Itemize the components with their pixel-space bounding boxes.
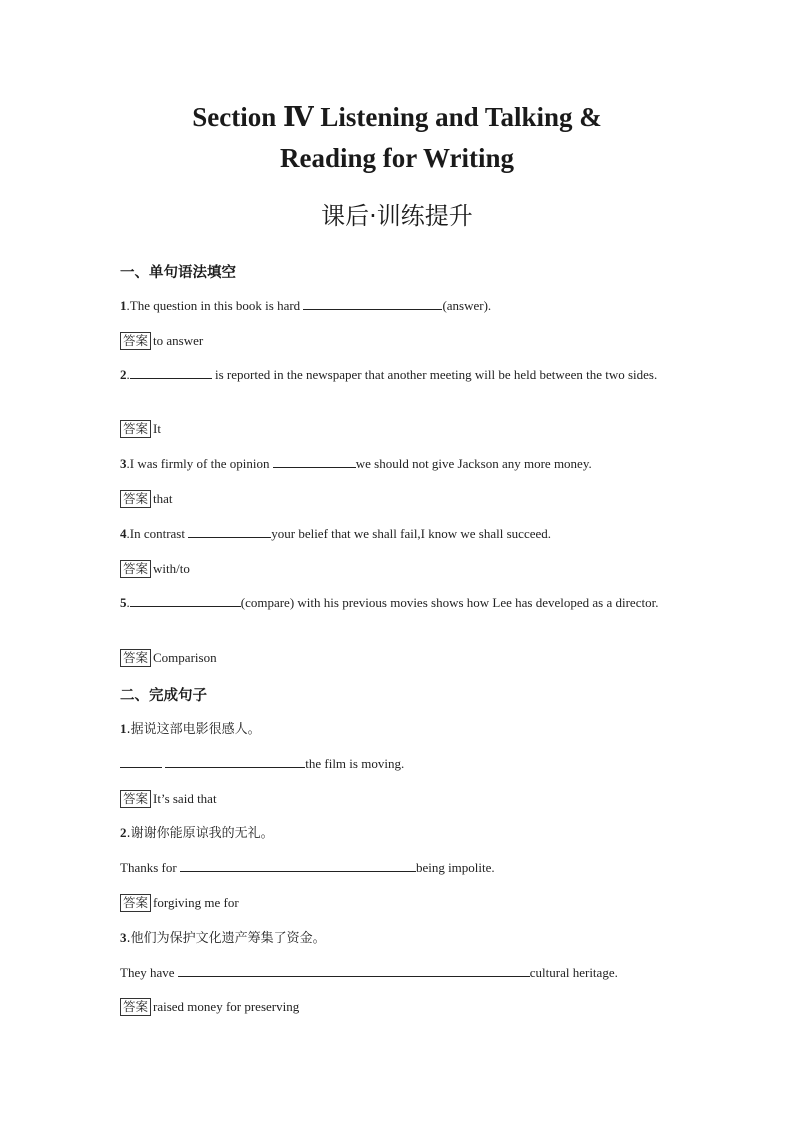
answer-1-3	[120, 489, 173, 508]
question-2-1	[120, 754, 665, 773]
question-1-3	[120, 454, 665, 473]
question-number: 3	[120, 456, 127, 471]
question-2-3	[120, 963, 665, 982]
answer-text: forgiving me for	[153, 895, 239, 910]
answer-blank[interactable]	[165, 754, 305, 768]
question-text: is reported in the newspaper that another meeting will be held between the two sides.	[211, 367, 658, 382]
question-number: 3	[120, 930, 127, 945]
subtitle: 课后·训练提升	[321, 202, 473, 230]
question-text: being impolite.	[415, 860, 495, 875]
answer-1-1	[120, 331, 203, 350]
answer-blank[interactable]	[273, 454, 356, 468]
question-text: (answer).	[442, 298, 492, 313]
question-text: They have	[120, 965, 178, 980]
section-1-heading: 一、单句语法填空	[120, 265, 236, 281]
section-2-heading: 二、完成句子	[120, 688, 207, 704]
question-text: .	[126, 367, 130, 382]
answer-label: 答案	[120, 490, 151, 508]
question-text: .I was firmly of the opinion	[126, 456, 273, 471]
answer-label: 答案	[120, 560, 151, 578]
title-line-1: Section Ⅳ Listening and Talking &	[192, 102, 602, 132]
question-number: 2	[120, 825, 127, 840]
answer-blank[interactable]	[130, 365, 212, 379]
answer-text: with/to	[153, 561, 190, 576]
question-number: 4	[120, 526, 127, 541]
question-text: .In contrast	[126, 526, 189, 541]
answer-1-4	[120, 559, 190, 578]
question-1-2	[120, 365, 665, 384]
answer-label: 答案	[120, 332, 151, 350]
answer-1-2	[120, 419, 161, 438]
answer-blank[interactable]	[130, 593, 241, 607]
answer-1-5	[120, 648, 217, 667]
answer-text: that	[153, 491, 173, 506]
question-number: 2	[120, 367, 127, 382]
answer-text: raised money for preserving	[153, 999, 300, 1014]
question-2-2-prompt	[120, 823, 665, 843]
question-text: (compare) with his previous movies shows how Lee has developed as a director.	[240, 595, 659, 610]
answer-label: 答案	[120, 420, 151, 438]
question-1-5	[120, 593, 665, 612]
question-text: the film is moving.	[305, 756, 405, 771]
answer-blank[interactable]	[120, 754, 162, 768]
answer-2-1	[120, 789, 217, 808]
question-text: .	[126, 595, 130, 610]
title-line-2: Reading for Writing	[279, 143, 515, 173]
question-2-1-prompt	[120, 719, 665, 739]
answer-blank[interactable]	[188, 524, 271, 538]
answer-label: 答案	[120, 649, 151, 667]
answer-blank[interactable]	[180, 858, 416, 872]
answer-label: 答案	[120, 998, 151, 1016]
answer-text: to answer	[153, 333, 204, 348]
answer-2-3	[120, 997, 299, 1016]
question-number: 1	[120, 721, 127, 736]
answer-text: Comparison	[153, 650, 217, 665]
question-text: cultural heritage.	[529, 965, 618, 980]
question-text: .The question in this book is hard	[126, 298, 304, 313]
question-prompt: .谢谢你能原谅我的无礼。	[126, 826, 274, 841]
question-1-4	[120, 524, 665, 543]
question-prompt: .他们为保护文化遗产筹集了资金。	[126, 931, 326, 946]
question-text: we should not give Jackson any more money.	[355, 456, 592, 471]
answer-2-2	[120, 893, 239, 912]
answer-label: 答案	[120, 894, 151, 912]
question-number: 1	[120, 298, 127, 313]
question-2-3-prompt	[120, 928, 665, 948]
answer-blank[interactable]	[303, 296, 442, 310]
answer-text: It’s said that	[153, 791, 217, 806]
question-1-1	[120, 296, 665, 315]
answer-blank[interactable]	[178, 963, 530, 977]
question-2-2	[120, 858, 665, 877]
answer-text: It	[153, 421, 161, 436]
question-number: 5	[120, 595, 127, 610]
question-text: your belief that we shall fail,I know we shall succeed.	[271, 526, 552, 541]
question-text: Thanks for	[120, 860, 180, 875]
answer-label: 答案	[120, 790, 151, 808]
question-prompt: .据说这部电影很感人。	[126, 722, 261, 737]
